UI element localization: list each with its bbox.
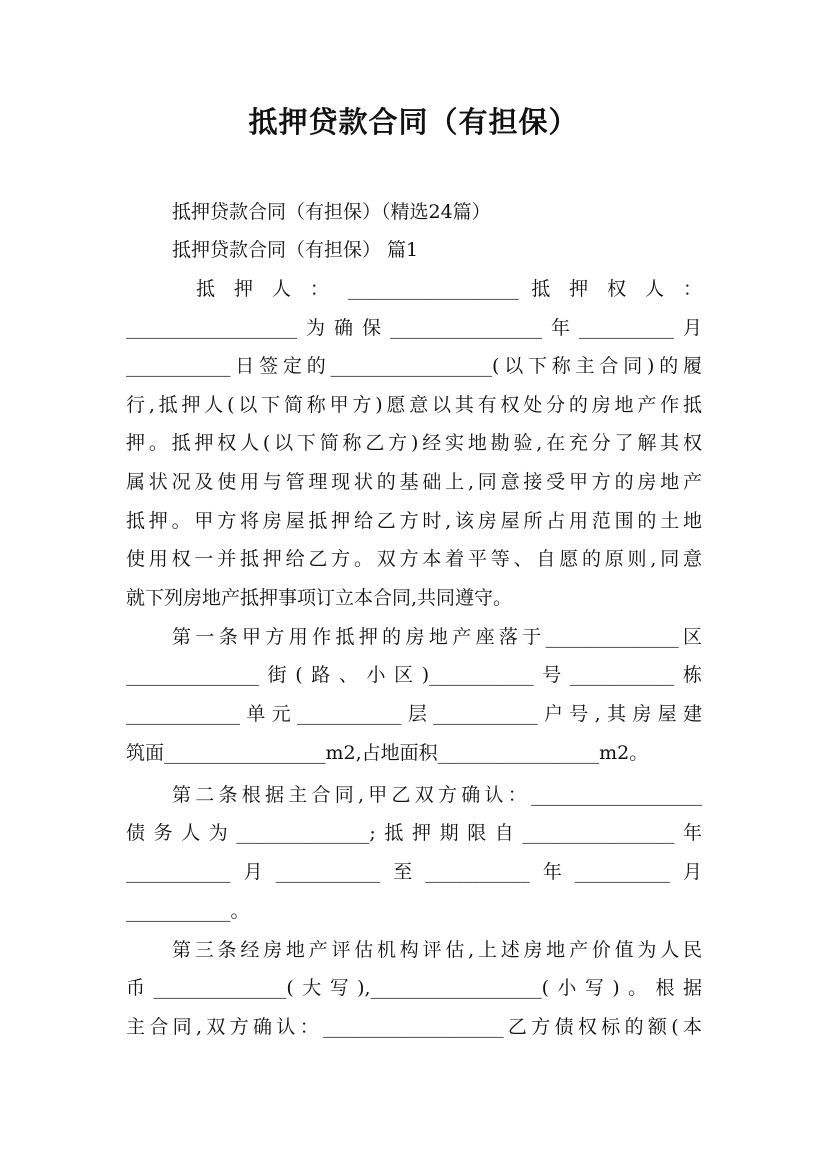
text-line: 主合同,双方确认：___________________乙方债权标的额(本	[126, 1016, 702, 1038]
text-line: ___________月___________至___________年__________月	[126, 861, 702, 883]
text-line: 债务人为______________;抵押期限自________________年	[126, 822, 702, 844]
text-line: 币______________(大写),__________________(小写)。根据	[126, 977, 702, 999]
subtitle-line: 抵押贷款合同（有担保）（精选24篇）	[172, 201, 491, 223]
text-line: 抵 押 人 ： __________________ 抵 押 权 人 ：	[196, 278, 702, 300]
text-line: 第三条经房地产评估机构评估,上述房地产价值为人民	[172, 939, 702, 961]
text-line: 筑面_________________m2,占地面积_________________m2。	[126, 742, 649, 764]
section-heading: 抵押贷款合同（有担保） 篇1	[172, 239, 419, 261]
text-line: ______________街(路、小区)___________号___________栋	[126, 664, 702, 686]
text-line: ____________单元___________层___________户号,其房屋建	[126, 703, 702, 725]
text-line: 属状况及使用与管理现状的基础上,同意接受甲方的房地产	[126, 471, 702, 493]
text-line: __________________为确保________________年__________月	[126, 317, 702, 339]
text-line: ___________。	[126, 900, 250, 922]
text-line: 押。抵押权人(以下简称乙方)经实地勘验,在充分了解其权	[126, 432, 702, 454]
document-title: 抵押贷款合同（有担保）	[248, 105, 579, 139]
text-line: 第二条根据主合同,甲乙双方确认：__________________	[172, 784, 702, 806]
text-line: 就下列房地产抵押事项订立本合同,共同遵守。	[126, 587, 513, 609]
text-line: 行,抵押人(以下简称甲方)愿意以其有权处分的房地产作抵	[126, 394, 702, 416]
text-line: 抵押。甲方将房屋抵押给乙方时,该房屋所占用范围的土地	[126, 510, 702, 532]
text-line: 使用权一并抵押给乙方。双方本着平等、自愿的原则,同意	[126, 548, 702, 570]
text-line: 第一条甲方用作抵押的房地产座落于______________区	[172, 626, 702, 648]
text-line: ___________日签定的_________________(以下称主合同)的履	[126, 355, 702, 377]
